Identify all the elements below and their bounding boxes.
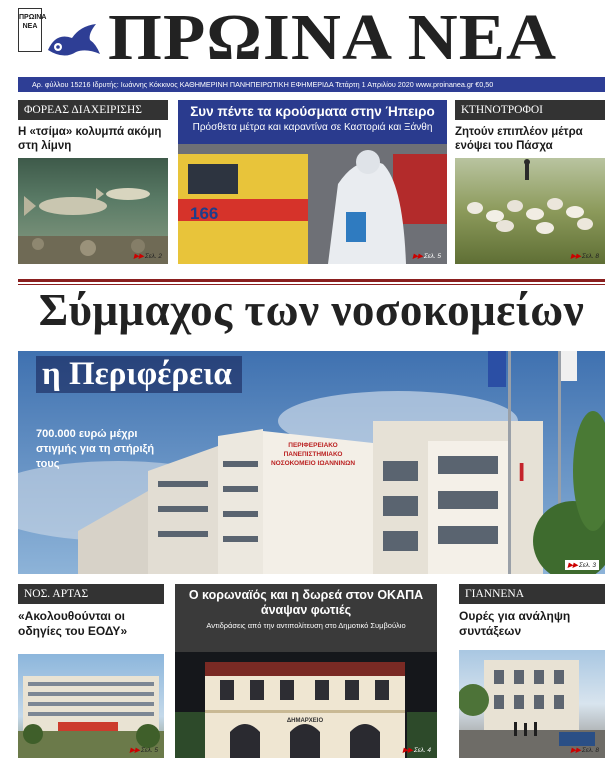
bird-logo-icon — [46, 20, 102, 62]
town-hall-illustration — [175, 652, 437, 758]
page-ref[interactable]: ▶▶Σελ. 3 — [565, 560, 599, 570]
ambulance-photo — [178, 144, 447, 264]
newspaper-title: ΠΡΩΙΝΑ ΝΕΑ — [108, 1, 558, 74]
town-hall-sign: ΔΗΜΑΡΧΕΙΟ — [286, 718, 324, 724]
main-caption: 700.000 ευρώ μέχρι στιγμής για τη στήριξή τους — [36, 428, 155, 470]
page-ref[interactable]: ▶▶Σελ. 5 — [412, 253, 441, 260]
page-ref[interactable]: ▶▶Σελ. 2 — [133, 253, 162, 260]
newspaper-logo: ΠΡΩΙΝΑ ΝΕΑ — [18, 8, 42, 52]
story-subhead: Αντιδράσεις από την αντιπολίτευση στο Δημοτικό Συμβούλιο — [206, 621, 406, 630]
story-covid-cases[interactable] — [178, 100, 447, 264]
arrow-icon: ▶▶ — [570, 253, 581, 260]
fish-photo — [18, 158, 168, 264]
arrow-icon: ▶▶ — [412, 253, 423, 260]
town-hall-photo — [175, 652, 437, 758]
arrow-icon: ▶▶ — [133, 253, 144, 260]
top-stories-row — [18, 98, 605, 266]
story-headline[interactable]: Η «τσίμα» κολυμπά ακόμη στη λίμνη — [18, 126, 162, 152]
fish-illustration — [18, 158, 168, 264]
page-ref[interactable]: ▶▶Σελ. 8 — [570, 253, 599, 260]
main-subhead: η Περιφέρεια — [36, 356, 242, 393]
story-headline[interactable]: «Ακολουθούνται οι οδηγίες του ΕΟΔΥ» — [18, 609, 128, 638]
ambulance-number: 166 — [190, 204, 219, 223]
issue-info-bar: Αρ. φύλλου 15216 Ιδρυτής: Ιωάννης Κόκκινος ΚΑΘΗΜΕΡΙΝΗ ΠΑΝΗΠΕΙΡΩΤΙΚΗ ΕΦΗΜΕΡΙΔΑ Τετάρτη 1 Απριλίου 2020 www.proinanea.gr €0,50 — [18, 77, 605, 92]
story-okapa-donation[interactable] — [175, 584, 437, 758]
story-farmers[interactable] — [455, 100, 605, 264]
arrow-icon: ▶▶ — [567, 562, 578, 569]
street-illustration — [459, 650, 605, 758]
story-headline[interactable]: Συν πέντε τα κρούσματα στην Ήπειρο — [190, 104, 435, 119]
arrow-icon: ▶▶ — [402, 747, 413, 754]
page-ref[interactable]: ▶▶Σελ. 5 — [129, 747, 158, 754]
main-headline[interactable]: Σύμμαχος των νοσοκομείων — [38, 285, 585, 335]
story-headline[interactable]: Ο κορωναϊός και η δωρεά στον ΟΚΑΠΑ άναψαν φωτιές — [188, 588, 424, 617]
story-fish[interactable] — [18, 100, 168, 264]
hospital-sign: ΠΕΡΙΦΕΡΕΙΑΚΟ ΠΑΝΕΠΙΣΤΗΜΙΑΚΟ ΝΟΣΟΚΟΜΕΙΟ ΙΩΑΝΝΙΝΩΝ — [270, 442, 356, 467]
story-arta-hospital[interactable] — [18, 584, 164, 758]
story-subhead: Πρόσθετα μέτρα και καραντίνα σε Καστοριά και Ξάνθη — [192, 122, 433, 133]
section-label: ΦΟΡΕΑΣ ΔΙΑΧΕΙΡΙΣΗΣ — [18, 100, 168, 120]
section-label: ΝΟΣ. ΑΡΤΑΣ — [18, 584, 164, 604]
bottom-stories-row — [18, 584, 605, 759]
page-ref[interactable]: ▶▶Σελ. 8 — [570, 747, 599, 754]
pension-queue-photo — [459, 650, 605, 758]
divider-rule — [18, 279, 605, 282]
svg-text:Ι: Ι — [518, 457, 526, 487]
story-ioannina-pensions[interactable] — [459, 584, 605, 758]
arta-hospital-illustration — [18, 654, 164, 758]
story-headline[interactable]: Ουρές για ανάληψη συντάξεων — [459, 609, 571, 638]
arrow-icon: ▶▶ — [570, 747, 581, 754]
masthead — [0, 0, 611, 74]
sheep-illustration — [455, 158, 605, 264]
hospital-photo[interactable] — [18, 351, 605, 574]
page-ref[interactable]: ▶▶Σελ. 4 — [402, 747, 431, 754]
arrow-icon: ▶▶ — [129, 747, 140, 754]
section-label: ΚΤΗΝΟΤΡΟΦΟΙ — [455, 100, 605, 120]
section-label: ΓΙΑΝΝΕΝΑ — [459, 584, 605, 604]
arta-hospital-photo — [18, 654, 164, 758]
sheep-photo — [455, 158, 605, 264]
story-headline[interactable]: Ζητούν επιπλέον μέτρα ενόψει του Πάσχα — [455, 126, 583, 152]
